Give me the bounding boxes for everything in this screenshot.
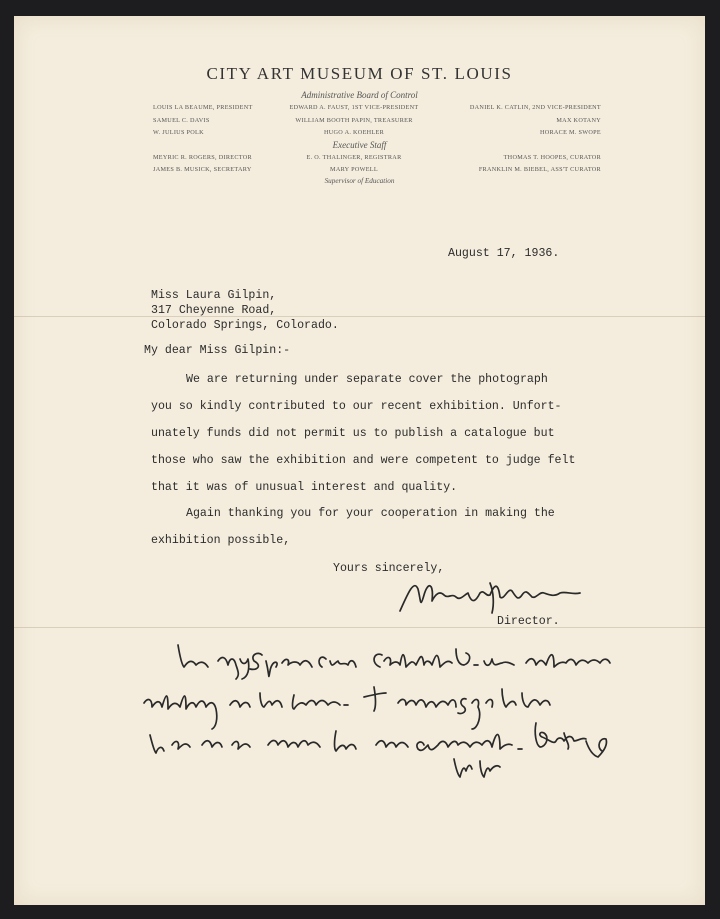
body-line: unately funds did not permit us to publish a catalogue but (151, 427, 555, 440)
staff-member: E. O. THALINGER, REGISTRAR (306, 154, 402, 161)
board-member: EDWARD A. FAUST, 1ST VICE-PRESIDENT (289, 104, 419, 111)
letter-paper (14, 16, 705, 905)
staff-member: MARY POWELL (330, 166, 378, 173)
address-line: 317 Cheyenne Road, (151, 304, 277, 317)
handwritten-postscript (122, 641, 622, 781)
body-line: you so kindly contributed to our recent exhibition. Unfort- (151, 400, 562, 413)
board-member: W. JULIUS POLK (153, 129, 204, 136)
closing: Yours sincerely, (333, 562, 445, 575)
staff-member: THOMAS T. HOOPES, CURATOR (503, 154, 601, 161)
board-row (14, 104, 705, 116)
board-member: SAMUEL C. DAVIS (153, 117, 210, 124)
signature-title: Director. (497, 615, 560, 628)
staff-member: FRANKLIN M. BIEBEL, ASS'T CURATOR (478, 166, 601, 173)
body-line: exhibition possible, (151, 534, 291, 547)
staff-heading: Executive Staff (332, 140, 387, 150)
board-member: HUGO A. KOEHLER (323, 129, 385, 136)
letter-date: August 17, 1936. (448, 247, 560, 260)
address-line: Colorado Springs, Colorado. (151, 319, 339, 332)
education-title: Supervisor of Education (324, 177, 395, 185)
staff-row (14, 154, 705, 166)
body-line: those who saw the exhibition and were competent to judge felt (151, 454, 576, 467)
address-line: Miss Laura Gilpin, (151, 289, 277, 302)
board-member: HORACE M. SWOPE (539, 129, 601, 136)
staff-member: JAMES B. MUSICK, SECRETARY (153, 166, 252, 173)
letterhead-title: CITY ART MUSEUM OF ST. LOUIS (206, 64, 513, 83)
board-member: WILLIAM BOOTH PAPIN, TREASURER (295, 117, 413, 124)
body-line: Again thanking you for your cooperation in making the (186, 507, 555, 520)
handwritten-signature (394, 571, 614, 621)
board-member: LOUIS LA BEAUME, PRESIDENT (153, 104, 253, 111)
board-heading: Administrative Board of Control (301, 90, 418, 100)
board-member: DANIEL K. CATLIN, 2ND VICE-PRESIDENT (469, 104, 601, 111)
body-line: that it was of unusual interest and quality. (151, 481, 458, 494)
board-row (14, 117, 705, 129)
board-member: MAX KOTANY (556, 117, 601, 124)
body-line: We are returning under separate cover the photograph (186, 373, 548, 386)
fold-line (14, 627, 705, 628)
salutation: My dear Miss Gilpin:- (144, 344, 291, 357)
fold-line (14, 316, 705, 317)
staff-member: MEYRIC R. ROGERS, DIRECTOR (153, 154, 252, 161)
